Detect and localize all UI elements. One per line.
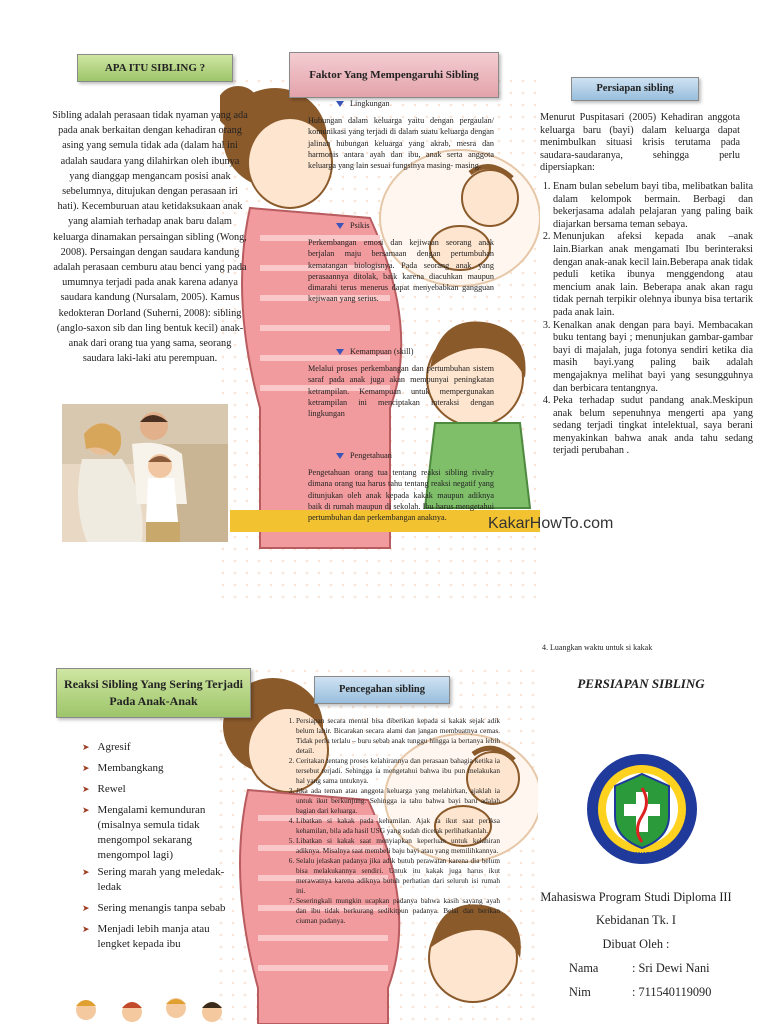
watermark-text: KakarHowTo.com	[488, 515, 614, 532]
list-item: ➤ Agresif	[82, 741, 131, 753]
arrow-icon: ➤	[82, 805, 90, 815]
list-item: ➤ Rewel	[82, 783, 126, 795]
panel3-list	[540, 181, 753, 458]
family-photo	[62, 404, 228, 542]
section-heading: Kemampuan (skill)	[350, 347, 414, 356]
panel2-section-pengetahuan	[308, 450, 494, 523]
panel4-title: Reaksi Sibling Yang Sering Terjadi Pada Anak-Anak	[56, 668, 251, 718]
list-item: 6. Selalu jelaskan padanya jika adik butuh perawatan karena dia belum bisa melakukannya sendiri. Untuk itu kakak juga harus ikut merawatnya karena adiknya butuh perhatian dari seluruh isi rumah ini.	[296, 856, 500, 896]
panel6-nim-label: Nim	[569, 985, 591, 999]
list-item: ➤ Mengalami kemunduran (misalnya semula tidak mengompol sekarang mengompol lagi)	[82, 804, 206, 861]
list-item: 4. Libatkan si kakak pada kehamilan. Ajak ia ikut saat periksa kehamilan, bila ada hasil USG yang sudah dicetak perlihatkanlah.	[296, 816, 500, 836]
list-item: 2. Menunjukan afeksi kepada anak –anak lain.Biarkan anak mengamati Ibu berinteraksi dengan anak-anak kecil lain.Beberapa anak tidak peduli ketika ibunya menggendong atau mencium anak lain. Beberapa anak akan ragu tidak pernah terpikir olehnya ibunya bisa tertarik pada anak lain.	[553, 231, 753, 319]
panel3-title: Persiapan sibling	[571, 77, 699, 101]
panel5-list	[282, 716, 500, 926]
panel2-section-kemampuan	[308, 346, 494, 419]
panel1-title: APA ITU SIBLING ?	[77, 54, 233, 82]
section-text: Melalui proses perkembangan dan pertumbuhan sistem saraf pada anak juga akan mempunyai peningkatan ketrampilan. Kemampuan untuk mempergunakan ketrampilan ini menciptakan interaksi dengan lingkungan	[308, 364, 494, 419]
list-item: ➤ Sering marah yang meledak-ledak	[82, 866, 225, 893]
list-item: 2. Ceritakan tentang proses kelahirannya dan perasaan bahagia ketika ia tersebut terjadi. Sehingga ia mengetahui bahwa ibu pun melakukan hal yang sama untuknya.	[296, 756, 500, 786]
section-text: Hubungan dalam keluarga yaitu dengan pergaulan/ komunikasi yang terjadi di dalam suatu keluarga dengan jalinan hubungan keluarga yang akrab, mesra dan harmonis antara ayah dan ibu, anak serta anggota keluarga yang lain sesuai fungsinya masing- masing.	[308, 116, 494, 171]
panel4-list	[82, 740, 232, 958]
section-heading: Pengetahuan	[350, 451, 392, 460]
panel3-extra-item: 4. Luangkan waktu untuk si kakak	[542, 643, 653, 652]
arrow-icon: ➤	[82, 867, 90, 877]
list-item: 1. Enam bulan sebelum bayi tiba, melibatkan balita dalam kelompok bermain. Berbagi dan bekerjasama adalah pelajaran yang paling baik diajarkan bersama teman sebaya.	[553, 181, 753, 231]
panel2-section-lingkungan	[308, 98, 494, 171]
bullet-icon	[336, 101, 344, 107]
poltekkes-logo	[585, 752, 699, 866]
list-item: 3. Kenalkan anak dengan para bayi. Membacakan buku tentang bayi ; menunjukan gambar-gambar bayi di majalah, juga fotonya sendiri ketika dia masih bayi.yang paling baik adalah mengajaknya melihat bayi yang sesungguhnya dan berbicara tentangnya.	[553, 320, 753, 396]
panel6-class-line: Kebidanan Tk. I	[595, 913, 677, 927]
arrow-icon: ➤	[82, 763, 90, 773]
panel2-title: Faktor Yang Mempengaruhi Sibling	[289, 52, 499, 98]
list-item: 7. Seseringkali mungkin ucapkan padanya bahwa kasih sayang ayah dan ibu tidak berkurang sedikitpun padanya. Belai dan berikan ciuman padanya.	[296, 896, 500, 926]
section-text: Perkembangan emosi dan kejiwaan seorang anak berjalan maju bersamaan dengan pertumbuhan kematangan biologisnya. Pada seorang anak yang perasaannya ditolak, baik karena diacuhkan maupun dimarahi terus menerus dapat menyebabkan gangguan kejiwaan yang serius.	[308, 238, 494, 304]
panel6-nim-value: : 711540119090	[632, 985, 712, 999]
panel1-body: Sibling adalah perasaan tidak nyaman yang ada pada anak berkaitan dengan kehadiran orang asing yang semula tidak ada (dalam hal ini adalah saudara yang dilahirkan oleh ibunya yang dianggap mengancam posisi anak sebelumnya, ditujukan dengan perasaan iri hati). Kecemburuan atau ketidaksukaan anak yang alamiah terhadap anak baru dalam keluarga dinamakan persaingan sibling (Wong, 2008). Persaingan dengan saudara kandung adalah perasaan cemburu atau benci yang pada umumnya terjadi pada anak karena adanya saudara kandung (Nursalam, 2005). Kamus kedokteran Dorland (Suherni, 2008): sibling (anglo-saxon sib dan ling bentuk kecil) anak-anak dari orang tua yang sama, seorang saudara laki-laki atu perempuan.	[52, 110, 248, 365]
bullet-icon	[336, 453, 344, 459]
logo-city-text: MANADO	[629, 852, 655, 858]
panel2-section-psikis	[308, 220, 494, 304]
list-item: 4. Peka terhadap sudut pandang anak.Meskipun anak belum sepenuhnya mengerti apa yang sedang terjadi tingkat intelektual, saya berani menyakinkan bahwa anak anda tahu sedang terjadi perubahan .	[553, 395, 753, 458]
panel6-name-value: : Sri Dewi Nani	[632, 961, 710, 975]
section-heading: Psikis	[350, 221, 370, 230]
bullet-icon	[336, 223, 344, 229]
section-text: Pengetahuan orang tua tentang reaksi sibling rivalry dimana orang tua harus tahu tentang reaksi negatif yang ditunjukan oleh anak kepada kakak maupun adiknya baik di rumah maupun di sekolah. Ibu harus mengetahui pertumbuhan dan perkembangan anaknya.	[308, 468, 494, 523]
arrow-icon: ➤	[82, 784, 90, 794]
list-item: ➤ Menjadi lebih manja atau lengket kepada ibu	[82, 923, 210, 950]
panel6-madeby-line: Dibuat Oleh :	[602, 937, 670, 951]
section-heading: Lingkungan	[350, 99, 390, 108]
bullet-icon	[336, 349, 344, 355]
panel6-title: PERSIAPAN SIBLING	[577, 676, 705, 691]
panel6-program-line: Mahasiswa Program Studi Diploma III	[540, 890, 732, 904]
list-item: 1. Persiapan secara mental bisa diberikan kepada si kakak sejak adik belum lahir. Bicarakan secara alami dan jangan membuatnya cemas. Tidak perlu terlalu – buru sebab anak tunggu hingga ia bertanya lebih detail.	[296, 716, 500, 756]
panel5-title: Pencegahan sibling	[314, 676, 450, 704]
arrow-icon: ➤	[82, 742, 90, 752]
kids-clipart	[72, 994, 232, 1024]
arrow-icon: ➤	[82, 903, 90, 913]
panel6-name-label: Nama	[569, 961, 599, 975]
panel3-intro: Menurut Puspitasari (2005) Kehadiran anggota keluarga baru (bayi) dalam keluarga dapat menimbulkan situasi krisis terutama pada saudara-saudaranya, sehingga perlu dipersiapkan:	[540, 112, 740, 174]
list-item: 3. Jika ada teman atau anggota keluarga yang melahirkan, ajaklah ia untuk ikut berkunjung. Sehingga ia tahu bahwa bayi baru adalah bagian dari keluarga.	[296, 786, 500, 816]
arrow-icon: ➤	[82, 924, 90, 934]
list-item: ➤ Membangkang	[82, 762, 164, 774]
list-item: 5. Libatkan si kakak saat menyiapkan keperluan untuk kelahiran adiknya. Misalnya saat membeli baju bayi atau yang memilihkannya.	[296, 836, 500, 856]
list-item: ➤ Sering menangis tanpa sebab	[82, 902, 226, 914]
